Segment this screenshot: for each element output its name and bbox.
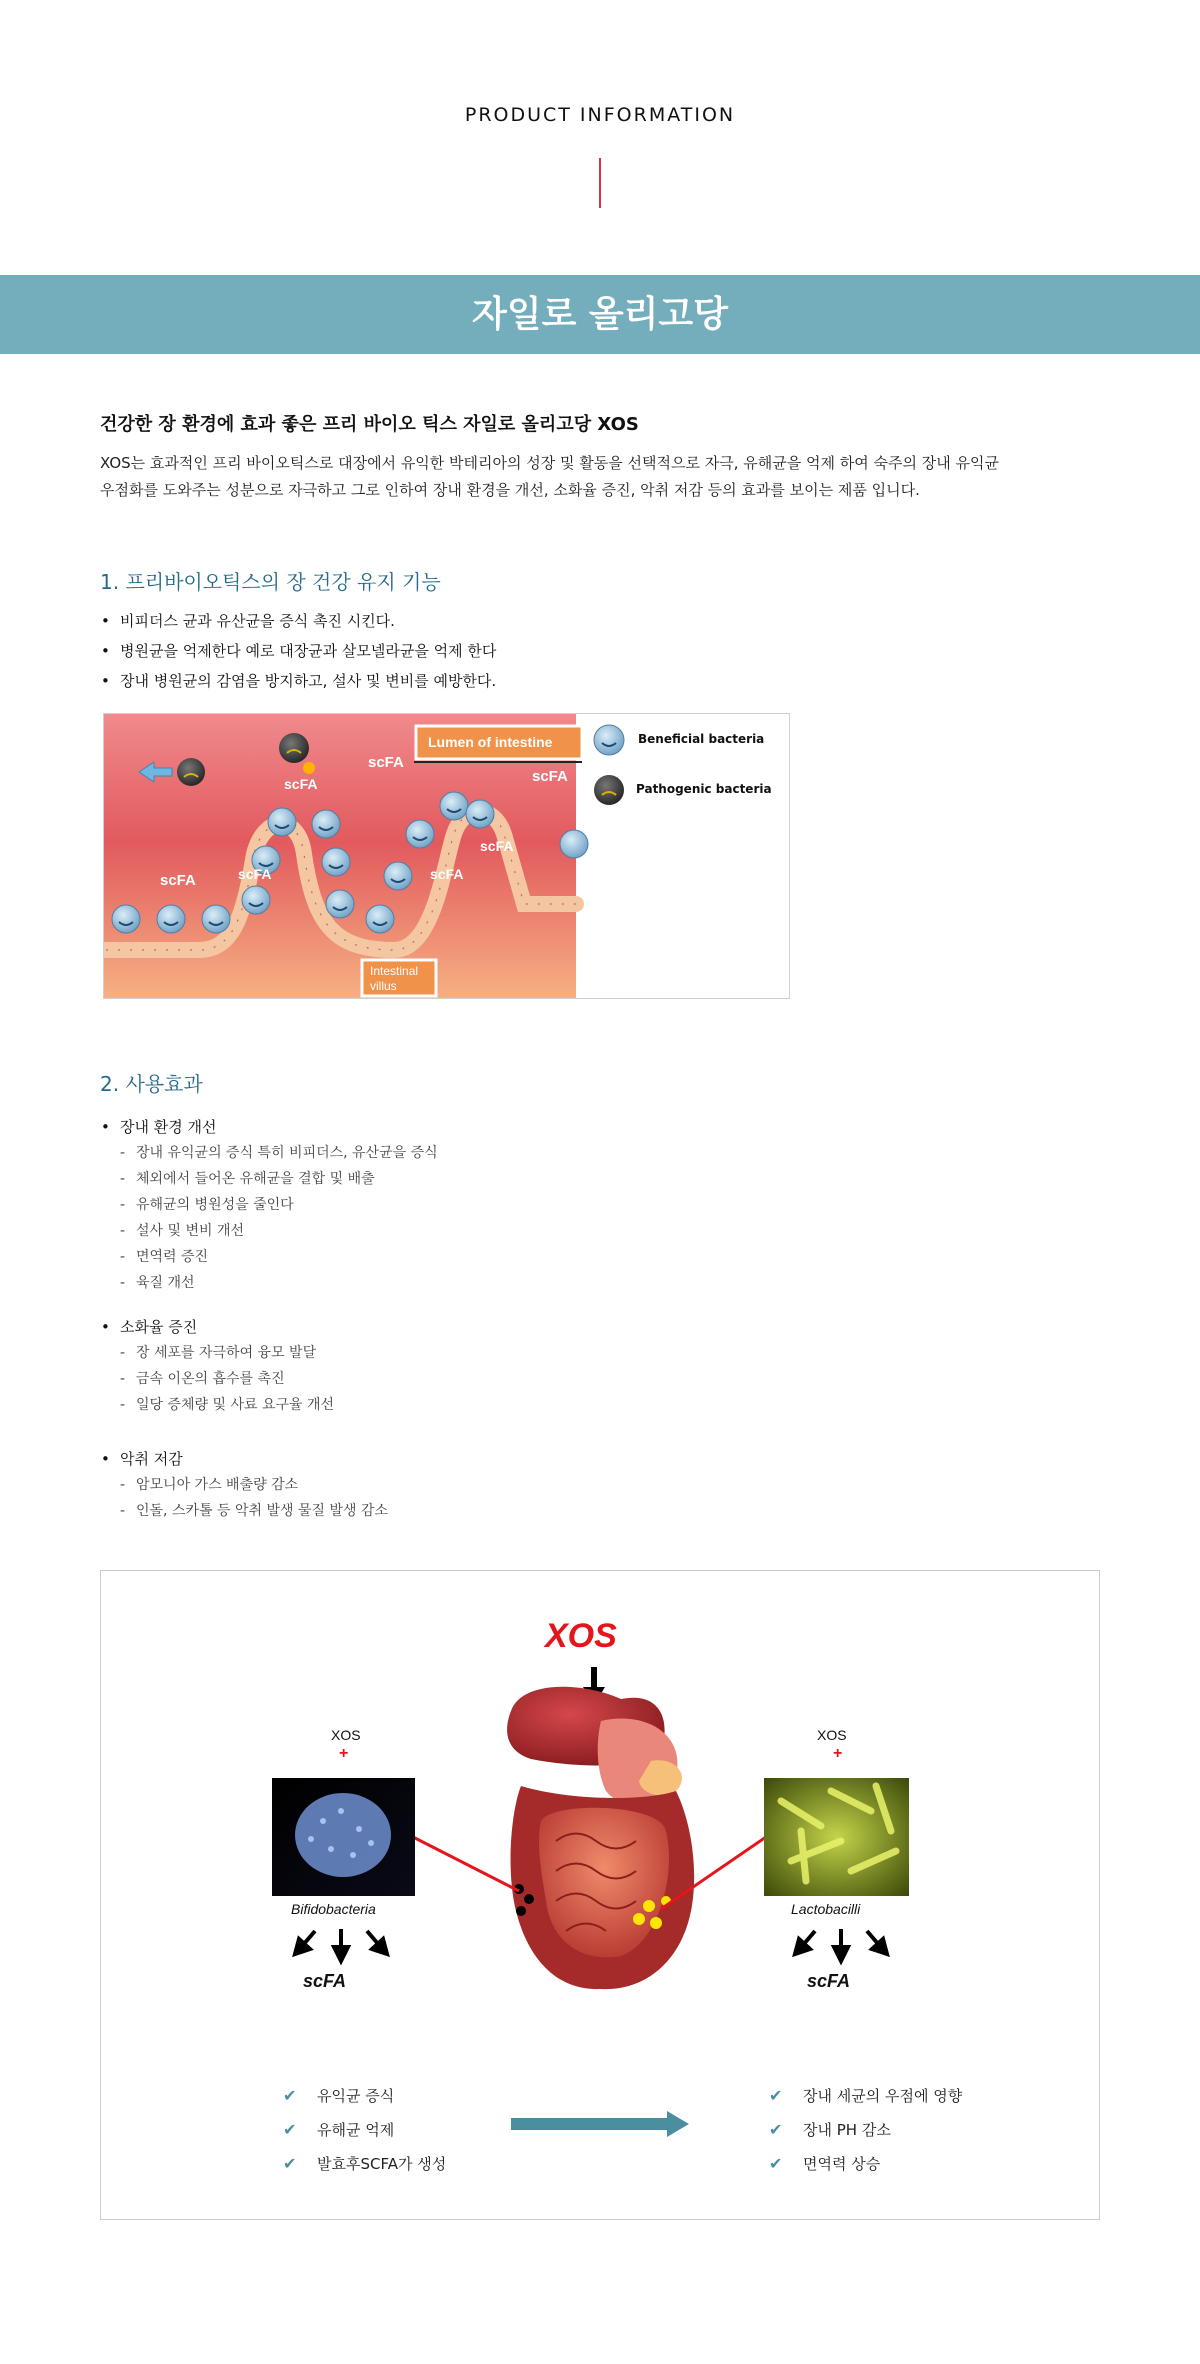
check-icon: ✔ [283, 2154, 297, 2173]
intestine-diagram [103, 713, 790, 999]
check-icon: ✔ [283, 2086, 297, 2105]
effect-group-digestion [100, 1314, 334, 1418]
check-icon: ✔ [769, 2154, 783, 2173]
list-item: - 유해균의 병원성을 줄인다 [100, 1192, 438, 1218]
list-item: - 인돌, 스카톨 등 악취 발생 물질 발생 감소 [100, 1498, 388, 1524]
list-item: - 체외에서 들어온 유해균을 결합 및 배출 [100, 1166, 438, 1192]
scfa-label: scFA [368, 754, 404, 771]
list-item: - 금속 이온의 흡수를 촉진 [100, 1366, 334, 1392]
xos-label-left: XOS [331, 1727, 361, 1743]
list-item: - 설사 및 변비 개선 [100, 1218, 438, 1244]
check-item: ✔ 면역력 상승 [769, 2154, 881, 2173]
list-item: - 면역력 증진 [100, 1244, 438, 1270]
group-title: • 장내 환경 개선 [100, 1114, 438, 1140]
group-title: • 소화율 증진 [100, 1314, 334, 1340]
bifidobacteria-label: Bifidobacteria [291, 1901, 376, 1917]
xos-title: XOS [545, 1617, 617, 1655]
banner-title: 자일로 올리고당 [472, 294, 728, 335]
list-item: • 병원균을 억제한다 예로 대장균과 살모넬라균을 억제 한다 [100, 636, 496, 666]
section2-heading: 2. 사용효과 [100, 1072, 203, 1096]
legend-pathogenic: Pathogenic bacteria [636, 782, 772, 796]
xos-mechanism-diagram [100, 1570, 1100, 2220]
intro-paragraph [100, 450, 1000, 504]
scfa-label: scFA [284, 776, 318, 792]
check-item: ✔ 장내 세균의 우점에 영향 [769, 2086, 963, 2105]
section1-bullets [100, 606, 496, 696]
xos-label-right: XOS [817, 1727, 847, 1743]
lactobacilli-label: Lactobacilli [791, 1901, 861, 1917]
group-title: • 악취 저감 [100, 1446, 388, 1472]
intestine-illustration [104, 714, 790, 999]
scfa-right-label: scFA [807, 1971, 851, 1991]
plus-sign-right: + [833, 1745, 843, 1762]
scfa-label: scFA [532, 768, 568, 785]
check-item: ✔ 장내 PH 감소 [769, 2120, 891, 2139]
villus-label: Intestinal villus [370, 964, 419, 993]
check-item: ✔ 발효후SCFA가 생성 [283, 2154, 447, 2173]
page-title: PRODUCT INFORMATION [464, 104, 736, 126]
list-item: - 육질 개선 [100, 1270, 438, 1296]
scfa-label: scFA [480, 838, 514, 854]
list-item: - 장 세포를 자극하여 융모 발달 [100, 1340, 334, 1366]
section1-heading: 1. 프리바이오틱스의 장 건강 유지 기능 [100, 570, 441, 594]
scfa-left-label: scFA [303, 1971, 347, 1991]
product-banner [0, 275, 1200, 354]
check-item: ✔ 유해균 억제 [283, 2120, 395, 2139]
effect-group-environment [100, 1114, 438, 1296]
list-item: • 비피더스 균과 유산균을 증식 촉진 시킨다. [100, 606, 496, 636]
scfa-label: scFA [160, 872, 196, 889]
legend-beneficial: Beneficial bacteria [638, 732, 765, 746]
list-item: - 일당 증체량 및 사료 요구율 개선 [100, 1392, 334, 1418]
plus-sign-left: + [339, 1745, 349, 1762]
check-item: ✔ 유익균 증식 [283, 2086, 395, 2105]
intro-title: 건강한 장 환경에 효과 좋은 프리 바이오 틱스 자일로 올리고당 XOS [100, 414, 639, 435]
intro-line-2: 우점화를 도와주는 성분으로 자극하고 그로 인하여 장내 환경을 개선, 소화율 증진, 악취 저감 등의 효과를 보이는 제품 입니다. [100, 481, 920, 499]
check-icon: ✔ [283, 2120, 297, 2139]
list-item: - 장내 유익균의 증식 특히 비피더스, 유산균을 증식 [100, 1140, 438, 1166]
check-icon: ✔ [769, 2120, 783, 2139]
lumen-label: Lumen of intestine [428, 734, 553, 750]
scfa-label: scFA [430, 866, 464, 882]
digestive-illustration [101, 1571, 1101, 2221]
scfa-label: scFA [238, 866, 272, 882]
check-icon: ✔ [769, 2086, 783, 2105]
list-item: • 장내 병원균의 감염을 방지하고, 설사 및 변비를 예방한다. [100, 666, 496, 696]
list-item: - 암모니아 가스 배출량 감소 [100, 1472, 388, 1498]
effect-group-odor [100, 1446, 388, 1524]
intro-line-1: XOS는 효과적인 프리 바이오틱스로 대장에서 유익한 박테리아의 성장 및 활동을 선택적으로 자극, 유해균을 억제 하여 숙주의 장내 유익균 [100, 454, 999, 472]
header-divider [599, 158, 601, 208]
